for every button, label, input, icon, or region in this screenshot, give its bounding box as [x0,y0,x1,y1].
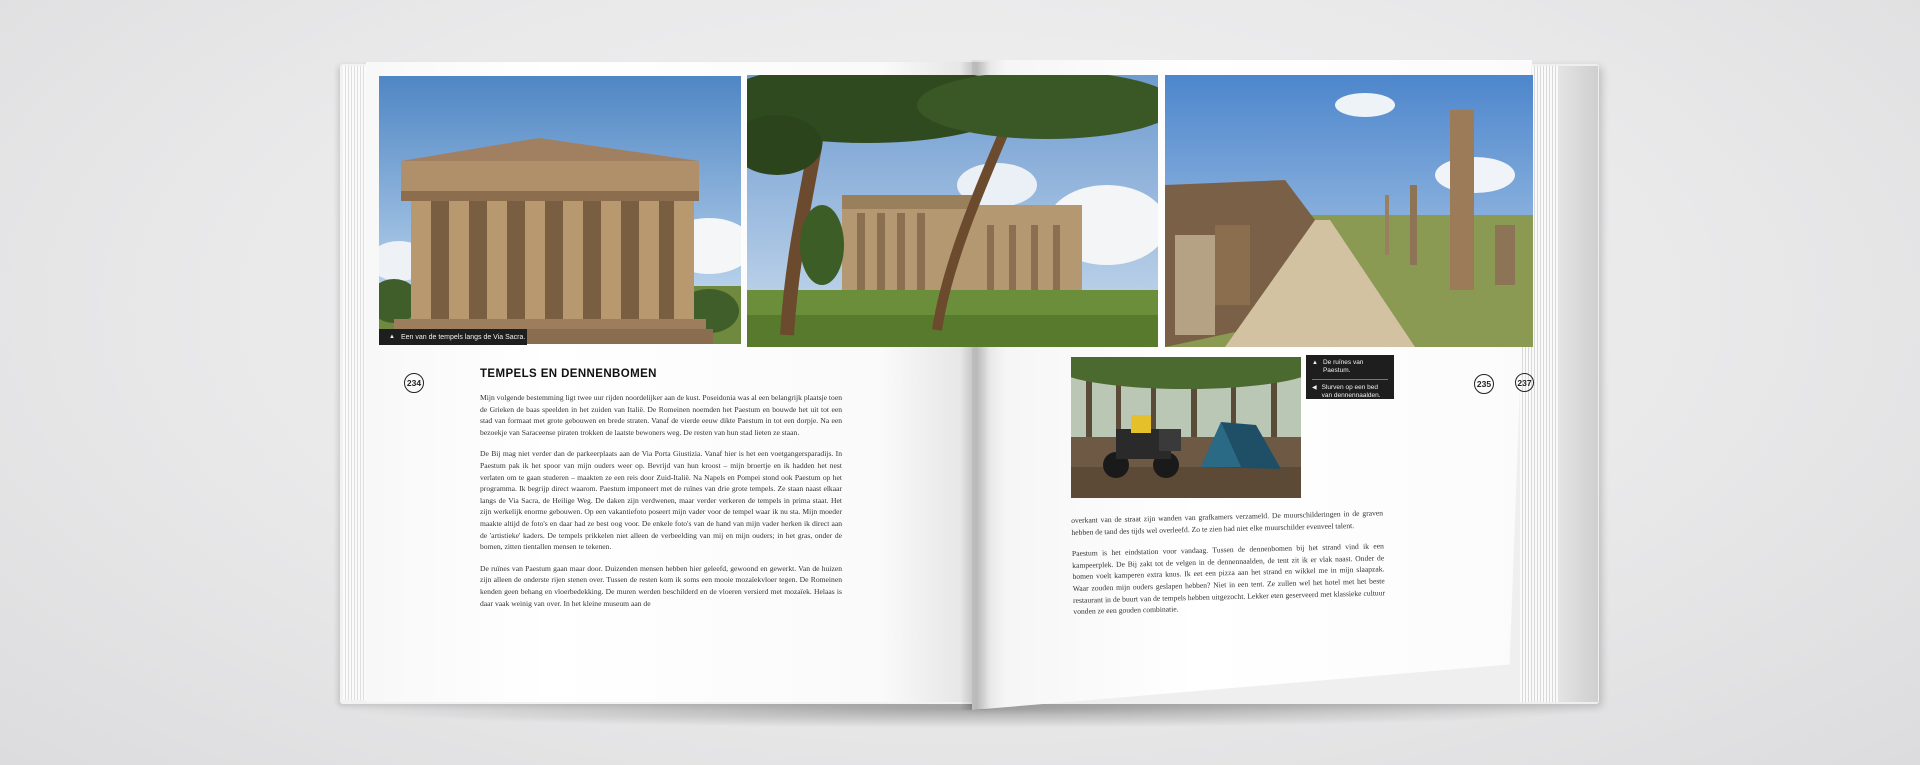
paragraph: Paestum is het eindstation voor vandaag. Tussen de dennenbomen bij het strand vind ik een kampeerplek. De Bij zakt tot de velgen in de dennennaalden, de tent zit ik er vlak naast. Onder de bomen voelt kamperen extra knus. Ik eet een pizza aan het strand en wikkel me in mijn slaapzak. Waar zouden mijn ouders geslapen hebben? Niet in een tent. Ze zullen wel het hotel met het beste restaurant in de buurt van de tempels hebben uitgezocht. Lekker eten geserveerd met klassieke cultuur vonden ze een gouden combinatie. [1071,541,1386,617]
right-body-text [1071,507,1386,627]
chapter-heading: TEMPELS EN DENNENBOMEN [480,368,657,380]
paragraph: De ruïnes van Paestum gaan maar door. Duizenden mensen hebben hier geleefd, gewoond en gewerkt. Van de huizen zijn alleen de onderste rijen stenen over. Tussen de resten kom ik soms een mooie mozaïekvloer tegen. De Romeinen kenden geen behang en vloerbedekking. De muren werden beschilderd en de vloeren versierd met mozaïek. Helaas is daar vaak weinig van over. In het kleine museum aan de [480,563,842,608]
right-photo-captions [1306,355,1394,399]
paragraph: Mijn volgende bestemming ligt twee uur rijden noordelijker aan de kust. Poseidonia was al een belangrijk plaatsje toen de Grieken de baas speelden in het zuiden van Italië. De Romeinen noemden het Paestum en bouwde het uit tot een stad van formaat met grote gebouwen en brede straten. Vanaf de vierde eeuw dikte Paestum in tot een dorpje. Na een bezoekje van Saraceense piraten trokken de laatste bewoners weg. De resten van hun stad lieten ze staan. [480,393,842,437]
temple-photo-caption: ▲ Een van de tempels langs de Via Sacra. [379,329,527,345]
page-number-next: 237 [1515,373,1534,392]
page-number-left: 234 [404,373,424,393]
pine-trees-temple-photo [747,75,1158,347]
caption-ruins: ▲ De ruïnes van Paestum. [1312,359,1364,374]
triangle-up-icon: ▲ [1312,360,1318,366]
tent-motorbike-photo [1071,357,1301,498]
temple-photo [379,76,741,344]
triangle-left-icon: ◀ [1312,385,1317,391]
triangle-up-icon: ▲ [389,334,395,340]
ruins-path-photo [1165,75,1533,347]
page-number-right: 235 [1474,374,1494,394]
caption-tent: ◀ Slurven op een bed van dennennaalden. [1312,384,1381,399]
paragraph: De Bij mag niet verder dan de parkeerplaats aan de Via Porta Giustizia. Vanaf hier is het een voetgangersparadijs. In Paestum pak ik het spoor van mijn ouders weer op. Bevrijd van hun kroost – mijn broertje en ik hadden het nest verlaten om te gaan studeren – maakten ze een reis door Zuid-Italië. Na Napels en Pompei stond ook Paestum op het programma. Ik begrijp direct waarom. Paestum imponeert met de ruïnes van drie grote tempels. Ze staan naast elkaar langs de Via Sacra, de Heilige Weg. De daken zijn verdwenen, maar verder verkeren de tempels in prima staat. Het zijn werkelijk enorme gebouwen. Op een vakantiefoto poseert mijn vader voor de tempel waar ik nu sta. Mijn moeder maakte altijd de foto's en daar had ze best oog voor. De enkele foto's van de hand van mijn vader herken ik direct aan de 'artistieke' kaders. De tempels prikkelen niet alleen de verbeelding van mij en mijn ouders; in het gras, onder de bomen, zitten tientallen mensen te tekenen. [480,449,842,552]
paragraph: overkant van de straat zijn wanden van grafkamers verzameld. De muurschilderingen in de graven hebben de tand des tijds wel overleefd. Zo te zien had niet elke muurschilder evenveel talent. [1071,508,1384,537]
left-body-text [480,392,842,619]
